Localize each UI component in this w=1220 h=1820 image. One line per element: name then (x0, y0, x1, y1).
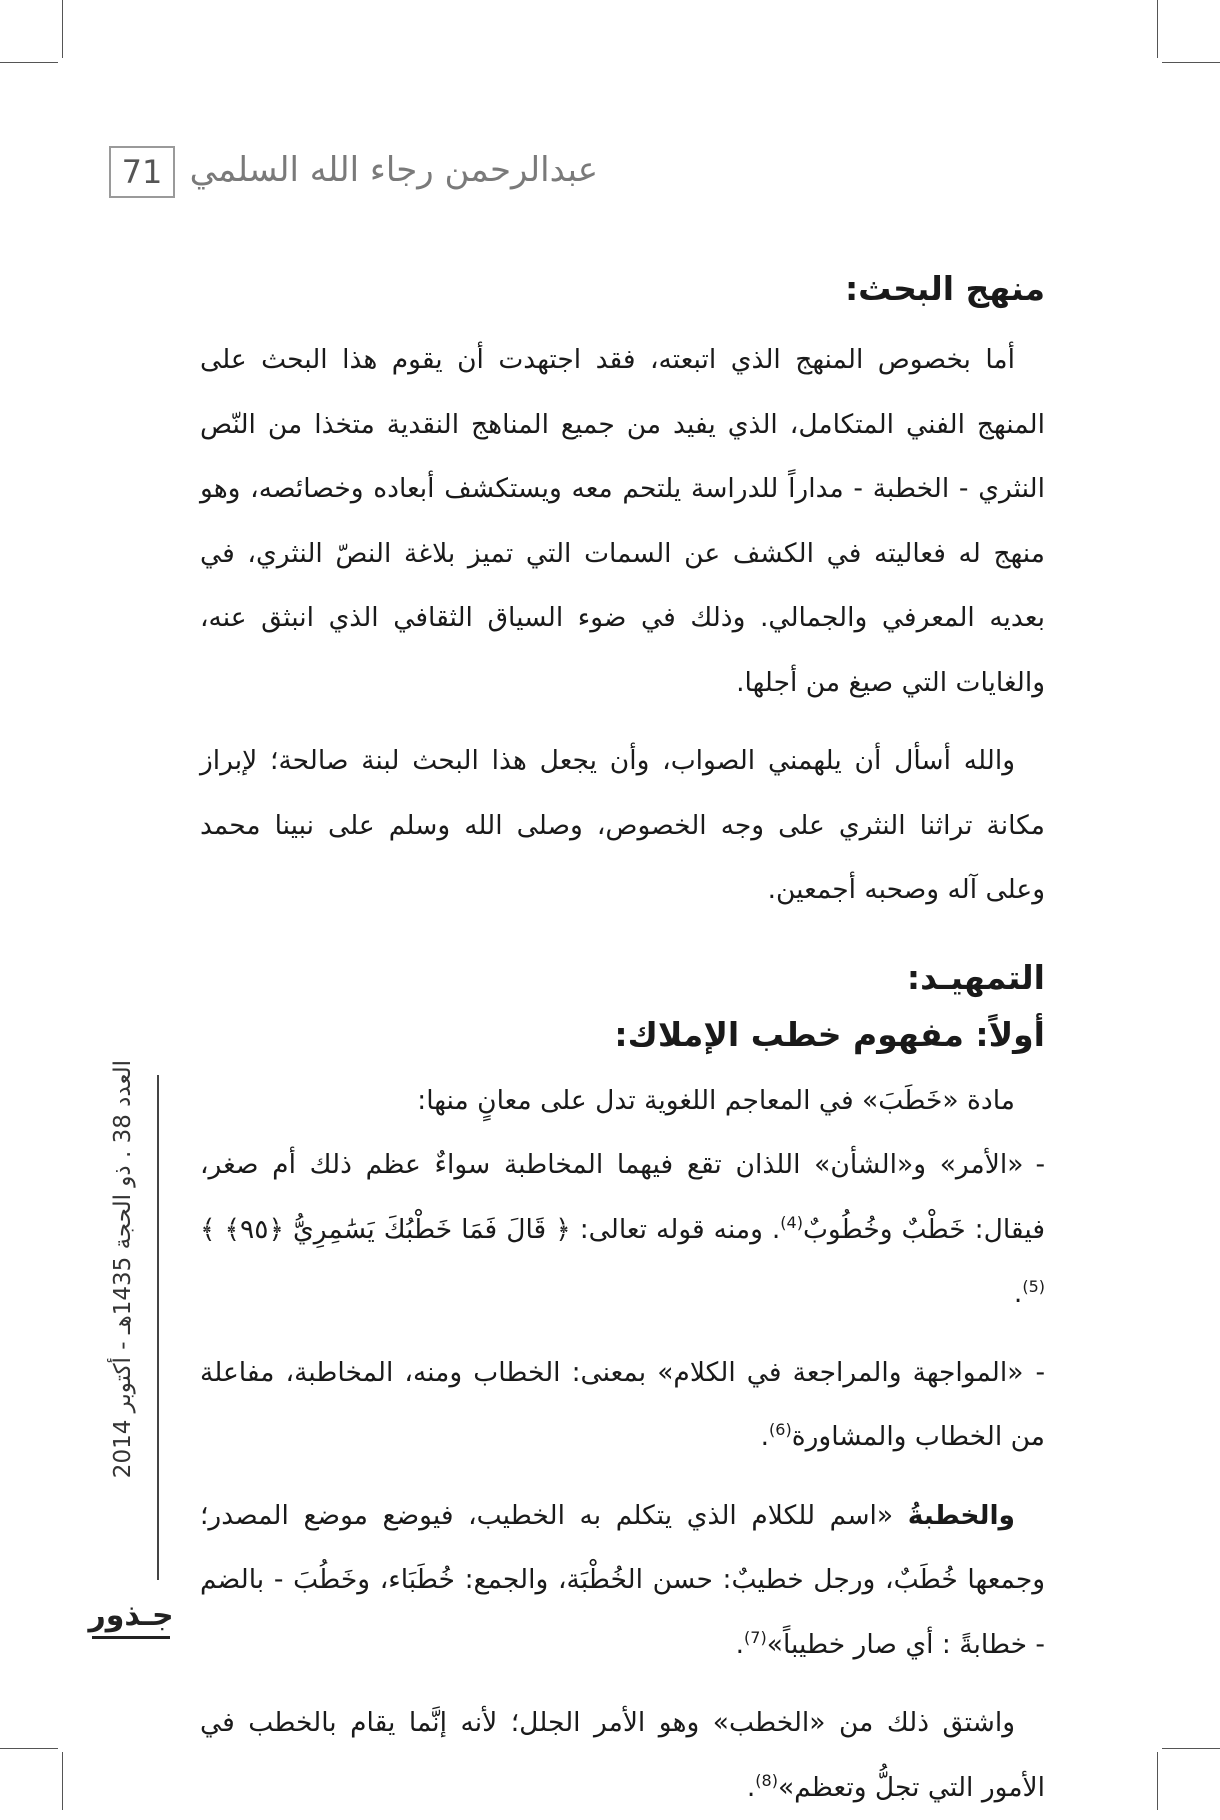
crop-mark (62, 1752, 63, 1810)
paragraph-closing: والله أسأل أن يلهمني الصواب، وأن يجعل هذا البحث لبنة صالحة؛ لإبراز مكانة تراثنا النثري على وجه الخصوص، وصلى الله وسلم على نبينا محمد وعلى آله وصحبه أجمعين. (200, 745, 1045, 905)
subsection-heading-concept: أولاً: مفهوم خطب الإملاك: (614, 1014, 1045, 1054)
issue-info: العدد 38 . ذو الحجة 1435هـ - أكتوبر 2014 (110, 1060, 136, 1479)
section-heading-preface: التمهيـد: (906, 957, 1045, 997)
crop-mark (1157, 0, 1158, 58)
punctuation: . (1013, 1278, 1023, 1309)
paragraph-method: أما بخصوص المنهج الذي اتبعته، فقد اجتهدت أن يقوم هذا البحث على المنهج الفني المتكامل، الذي يفيد من جميع المناهج النقدية متخذا من النّص النثري - الخطبة - مداراً للدراسة يلتحم معه ويستكشف أبعاده وخصائصه، وهو منهج له فعاليته في الكشف عن السمات التي تميز بلاغة النصّ النثري، في بعديه المعرفي والجمالي. وذلك في ضوء السياق الثقافي الذي انبثق عنه، والغايات التي صيغ من أجلها. (200, 344, 1045, 698)
paragraph-intro: مادة «خَطَبَ» في المعاجم اللغوية تدل على معانٍ منها: (417, 1084, 1015, 1116)
side-divider (157, 1075, 159, 1580)
footnote-ref: (5) (1022, 1277, 1045, 1297)
bullet-text: «المواجهة والمراجعة في الكلام» بمعنى: الخطاب ومنه، المخاطبة، مفاعلة من الخطاب والمشاورة (200, 1356, 1045, 1452)
running-head-author: عبدالرحمن رجاء الله السلمي (189, 150, 598, 190)
bold-term: والخطبةُ (907, 1499, 1015, 1531)
footnote-ref: (4) (780, 1212, 803, 1232)
crop-mark (1162, 62, 1220, 63)
bullet-text: «الأمر» و«الشأن» اللذان تقع فيهما المخاطبة سواءٌ عظم ذلك أم صغر، فيقال: خَطْبٌ وخُطُوبٌ (200, 1149, 1045, 1245)
footnote-ref: (8) (755, 1770, 778, 1790)
journal-logo: جـذور (92, 1595, 170, 1639)
paragraph-text: واشتق ذلك من «الخطب» وهو الأمر الجلل؛ لأنه إنَّما يقام بالخطب في الأمور التي تجلُّ وتعظم» (200, 1707, 1045, 1803)
paragraph-khutba (200, 1484, 1045, 1678)
crop-mark (62, 0, 63, 58)
footnote-ref: (7) (744, 1627, 767, 1647)
punctuation: . (735, 1628, 745, 1660)
punctuation: . (746, 1771, 756, 1803)
crop-mark (0, 62, 58, 63)
list-item: -«المواجهة والمراجعة في الكلام» بمعنى: الخطاب ومنه، المخاطبة، مفاعلة من الخطاب والمشاورة$^{(6)}$. (200, 1356, 1045, 1452)
page-body (200, 260, 1045, 1820)
footnote-ref: (6) (769, 1420, 792, 1440)
paragraph-derivation (200, 1691, 1045, 1820)
crop-mark (1157, 1752, 1158, 1810)
crop-mark (0, 1748, 58, 1749)
list-item: -«الأمر» و«الشأن» اللذان تقع فيهما المخاطبة سواءٌ عظم ذلك أم صغر، فيقال: خَطْبٌ وخُطُوبٌ$^{(4)}$. ومنه قوله تعالى: ﴿ قَالَ فَمَا خَطْبُكَ يَسَٰمِرِيُّ ﴿٩٥﴾ ﴾$^{(5)}$. (200, 1149, 1045, 1309)
page-number: 71 (109, 146, 175, 198)
paragraph-text: «اسم للكلام الذي يتكلم به الخطيب، فيوضع موضع المصدر؛ وجمعها خُطَبٌ، ورجل خطيبٌ: حسن الخُطْبَة، والجمع: خُطَبَاء، وخَطُبَ - بالضم - خطابةً : أي صار خطيباً» (200, 1499, 1045, 1660)
punctuation: . (760, 1421, 770, 1452)
section-heading-method: منهج البحث: (844, 269, 1045, 308)
crop-mark (1162, 1748, 1220, 1749)
bullet-text-cont: . ومنه قوله تعالى: ﴿ قَالَ فَمَا خَطْبُكَ يَسَٰمِرِيُّ ﴿٩٥﴾ ﴾ (200, 1213, 781, 1245)
